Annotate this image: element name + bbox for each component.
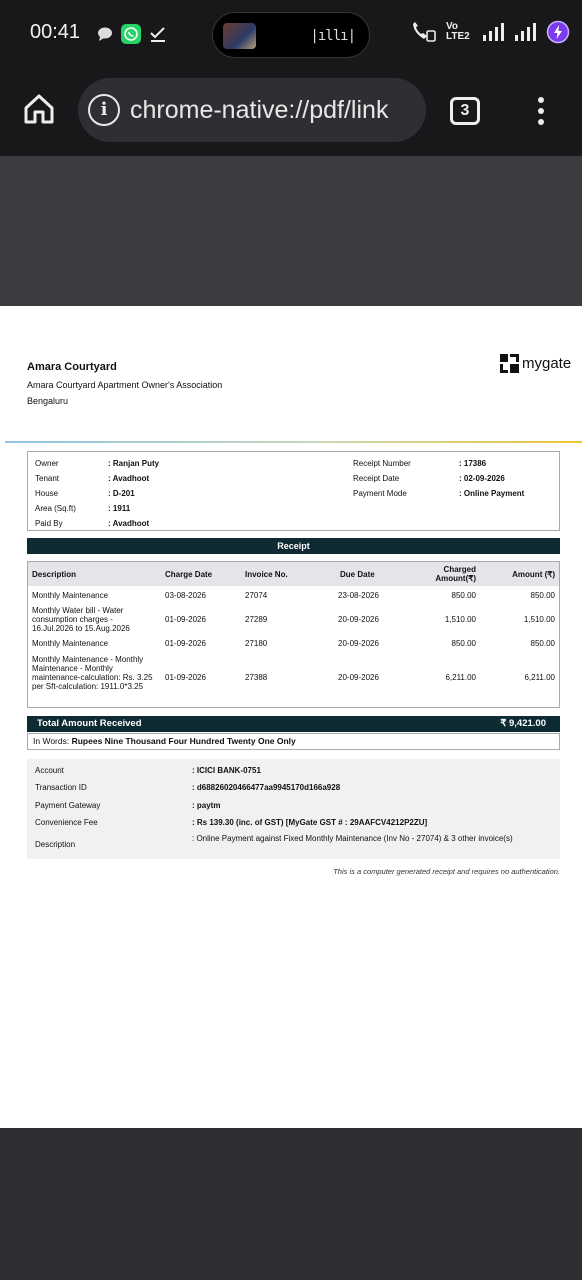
row-description: Monthly Maintenance — [32, 591, 109, 600]
row-charged: 6,211.00 — [445, 673, 476, 682]
payment-gateway-value: : paytm — [192, 801, 221, 810]
row-amount: 1,510.00 — [523, 615, 555, 624]
row-charged: 850.00 — [451, 591, 476, 600]
total-label: Total Amount Received — [37, 718, 142, 729]
detail-area: Area (Sq.ft) — [35, 504, 76, 513]
wifi-call-icon — [410, 21, 436, 43]
row-amount: 850.00 — [530, 591, 555, 600]
row-due-date: 20-09-2026 — [338, 639, 379, 648]
media-thumbnail — [223, 23, 256, 49]
col-due-date: Due Date — [340, 570, 375, 579]
row-due-date: 20-09-2026 — [338, 615, 379, 624]
row-charge-date: 01-09-2026 — [165, 615, 206, 624]
dynamic-island[interactable] — [212, 12, 370, 58]
convenience-fee-value: : Rs 139.30 (inc. of GST) [MyGate GST # : 29AAFCV4212P2ZU] — [192, 818, 428, 827]
row-invoice: 27388 — [245, 673, 268, 682]
row-charged: 1,510.00 — [444, 615, 476, 624]
transaction-id-label: Transaction ID — [35, 783, 87, 792]
payment-description-value: : Online Payment against Fixed Monthly Maintenance (Inv No - 27074) & 3 other invoice(s) — [192, 834, 513, 843]
more-menu-icon[interactable] — [538, 97, 546, 127]
row-description: Monthly Maintenance — [32, 639, 109, 648]
col-invoice-no: Invoice No. — [245, 570, 288, 579]
total-value: ₹ 9,421.00 — [500, 718, 546, 729]
in-words-label: In Words: — [33, 736, 70, 746]
row-invoice: 27180 — [245, 639, 268, 648]
tab-switcher-button[interactable]: 3 — [450, 97, 480, 125]
col-description: Description — [32, 570, 77, 579]
url-text[interactable]: chrome-native://pdf/link — [130, 96, 389, 124]
col-amount: Amount (₹) — [512, 570, 555, 579]
in-words-value: Rupees Nine Thousand Four Hundred Twenty One Only — [71, 736, 296, 746]
detail-paid-by-value: : Avadhoot — [108, 519, 150, 528]
volte-label: Vo LTE2 — [446, 21, 470, 42]
org-association: Amara Courtyard Apartment Owner's Association — [27, 380, 223, 390]
notification-icons — [97, 24, 167, 44]
row-amount: 850.00 — [530, 639, 555, 648]
pdf-page — [0, 306, 582, 1128]
detail-area-value: : 1911 — [108, 504, 131, 513]
table-header — [28, 562, 559, 586]
clock: 00:41 — [30, 21, 81, 43]
chat-bubble-icon — [97, 27, 113, 41]
detail-receipt-number-value: : 17386 — [459, 459, 487, 468]
row-amount: 6,211.00 — [524, 673, 555, 682]
org-name: Amara Courtyard — [27, 361, 117, 373]
payment-description-label: Description — [35, 840, 76, 849]
convenience-fee-label: Convenience Fee — [35, 818, 98, 827]
mygate-logo-text: mygate — [522, 355, 572, 372]
detail-house: House — [35, 489, 59, 498]
payment-gateway-label: Payment Gateway — [35, 801, 101, 810]
row-description: Monthly Maintenance - Monthly Maintenance - Monthly maintenance-calculation: Rs. 3.25 per Sft-calculation: 1911.0*3.25 — [32, 655, 153, 691]
browser-toolbar — [0, 70, 582, 156]
detail-receipt-number: Receipt Number — [353, 459, 411, 468]
footer-note: This is a computer generated receipt and requires no authentication. — [333, 867, 560, 876]
signal-strength-2-icon — [514, 22, 536, 42]
row-due-date: 20-09-2026 — [338, 673, 379, 682]
row-description: Monthly Water bill - Water consumption charges - 16.Jul.2026 to 15.Aug.2026 — [32, 606, 130, 633]
mygate-logo — [500, 354, 571, 373]
detail-house-value: : D-201 — [108, 489, 135, 498]
address-bar[interactable] — [78, 78, 426, 142]
row-due-date: 23-08-2026 — [338, 591, 379, 600]
detail-payment-mode-value: : Online Payment — [459, 489, 525, 498]
signal-strength-1-icon — [482, 22, 504, 42]
row-charge-date: 01-09-2026 — [165, 639, 206, 648]
detail-owner-value: : Ranjan Puty — [108, 459, 160, 468]
org-city: Bengaluru — [27, 396, 69, 406]
row-charge-date: 03-08-2026 — [165, 591, 206, 600]
header-divider — [5, 441, 582, 443]
task-done-icon — [149, 25, 167, 43]
amount-in-words — [27, 733, 560, 750]
payment-account-label: Account — [35, 766, 64, 775]
detail-receipt-date: Receipt Date — [353, 474, 400, 483]
detail-tenant: Tenant — [35, 474, 60, 483]
transaction-id-value: : d68826020466477aa9945170d166a928 — [192, 783, 341, 792]
audio-wave-icon: |ıllı| — [310, 28, 355, 44]
receipt-details — [27, 451, 560, 531]
payment-details — [27, 759, 560, 859]
row-charge-date: 01-09-2026 — [165, 673, 206, 682]
charges-table — [27, 561, 560, 708]
detail-payment-mode: Payment Mode — [353, 489, 407, 498]
detail-paid-by: Paid By — [35, 519, 63, 528]
col-charge-date: Charge Date — [165, 570, 213, 579]
pdf-viewer-margin-top — [0, 156, 582, 306]
col-charged-amount: Charged Amount(₹) — [435, 565, 476, 583]
status-bar — [0, 0, 582, 70]
detail-owner: Owner — [35, 459, 59, 468]
whatsapp-icon — [121, 24, 141, 44]
receipt-section-title: Receipt — [27, 538, 560, 554]
row-invoice: 27074 — [245, 591, 268, 600]
home-icon[interactable] — [22, 92, 56, 126]
battery-charging-icon — [546, 20, 570, 44]
row-charged: 850.00 — [451, 639, 476, 648]
detail-tenant-value: : Avadhoot — [108, 474, 150, 483]
total-bar — [27, 716, 560, 732]
row-invoice: 27289 — [245, 615, 268, 624]
site-info-icon[interactable]: i — [88, 94, 120, 126]
detail-receipt-date-value: : 02-09-2026 — [459, 474, 505, 483]
mygate-logo-icon — [500, 354, 519, 373]
payment-account-value: : ICICI BANK-0751 — [192, 766, 261, 775]
pdf-viewer-margin-bottom — [0, 1128, 582, 1280]
system-icons — [410, 20, 570, 44]
